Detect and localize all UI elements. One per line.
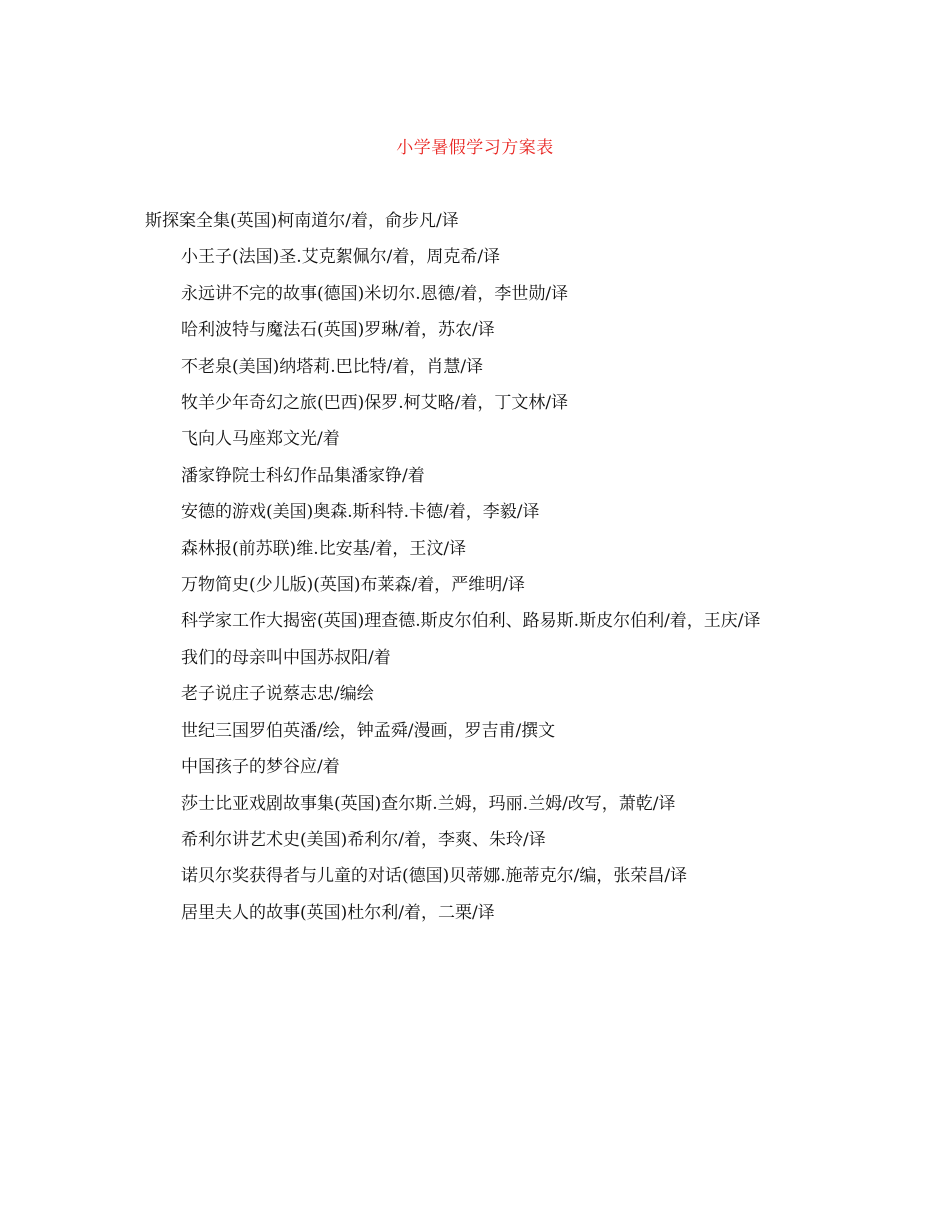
list-item: 小王子(法国)圣.艾克絮佩尔/着，周克希/译 [181, 247, 501, 268]
list-item: 中国孩子的梦谷应/着 [181, 757, 340, 778]
document-title: 小学暑假学习方案表 [396, 138, 554, 158]
list-item: 不老泉(美国)纳塔莉.巴比特/着，肖慧/译 [181, 356, 484, 377]
list-item: 希利尔讲艺术史(美国)希利尔/着，李爽、朱玲/译 [181, 829, 546, 850]
list-item: 牧羊少年奇幻之旅(巴西)保罗.柯艾略/着，丁文林/译 [181, 393, 569, 414]
list-item: 世纪三国罗伯英潘/绘，钟孟舜/漫画，罗吉甫/撰文 [181, 720, 556, 741]
list-item: 居里夫人的故事(英国)杜尔利/着，二栗/译 [181, 902, 495, 923]
list-item: 科学家工作大揭密(英国)理查德.斯皮尔伯利、路易斯.斯皮尔伯利/着，王庆/译 [181, 611, 761, 632]
list-item: 万物简史(少儿版)(英国)布莱森/着，严维明/译 [181, 575, 525, 596]
list-item: 飞向人马座郑文光/着 [181, 429, 340, 450]
list-item: 森林报(前苏联)维.比安基/着，王汶/译 [181, 538, 467, 559]
list-item: 老子说庄子说蔡志忠/编绘 [181, 684, 374, 705]
list-item: 我们的母亲叫中国苏叔阳/着 [181, 647, 391, 668]
list-item: 诺贝尔奖获得者与儿童的对话(德国)贝蒂娜.施蒂克尔/编，张荣昌/译 [181, 866, 688, 887]
list-item: 潘家铮院士科幻作品集潘家铮/着 [181, 465, 425, 486]
list-item: 安德的游戏(美国)奥森.斯科特.卡德/着，李毅/译 [181, 502, 540, 523]
list-item: 永远讲不完的故事(德国)米切尔.恩德/着，李世勋/译 [181, 283, 569, 304]
list-item: 哈利波特与魔法石(英国)罗琳/着，苏农/译 [181, 320, 495, 341]
list-item: 斯探案全集(英国)柯南道尔/着，俞步凡/译 [145, 211, 459, 231]
list-item: 莎士比亚戏剧故事集(英国)查尔斯.兰姆，玛丽.兰姆/改写，萧乾/译 [181, 793, 676, 814]
reading-list [145, 203, 791, 931]
